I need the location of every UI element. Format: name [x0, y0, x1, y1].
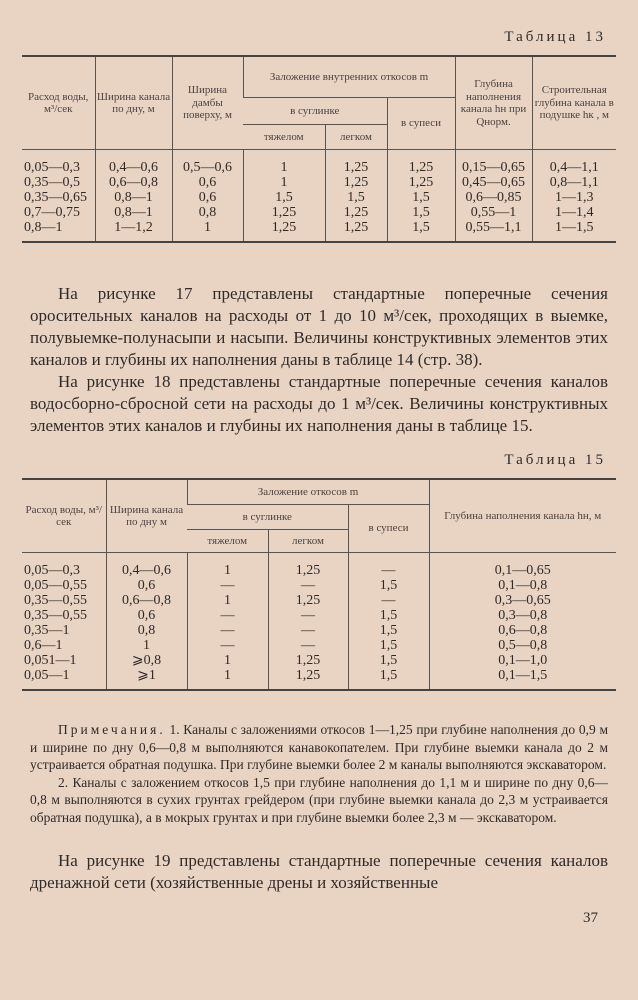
table-cell: 1,5 [387, 190, 455, 205]
table-row [22, 578, 616, 593]
table-cell: 1,5 [387, 220, 455, 242]
table-cell: 0,4—1,1 [532, 150, 616, 176]
header-light: легком [325, 125, 387, 150]
table-cell: 1,25 [325, 150, 387, 176]
table-cell: 1,25 [325, 205, 387, 220]
table-cell: — [348, 553, 429, 579]
header-build-depth: Строительная глубина канала в подушке hк , м [532, 56, 616, 150]
table-cell: 0,8—1,1 [532, 175, 616, 190]
table-cell: 0,35—0,55 [24, 608, 87, 623]
header-slopes: Заложение откосов m [187, 479, 429, 505]
table-cell: ⩾0,8 [106, 653, 187, 668]
table-cell: — [187, 578, 268, 593]
table-cell: 0,051—1 [24, 653, 77, 668]
table-cell: 1,25 [387, 175, 455, 190]
table-cell: 0,8—1 [95, 205, 172, 220]
table-cell: 0,4—0,6 [106, 553, 187, 579]
header-loam: в суглинке [243, 98, 387, 125]
table-cell: 1—1,4 [532, 205, 616, 220]
table-cell: 1 [187, 593, 268, 608]
table-cell: 0,5—0,8 [429, 638, 616, 653]
table-row [22, 190, 616, 205]
table-cell: 1,5 [243, 190, 325, 205]
table-cell: 0,6 [172, 190, 243, 205]
table-cell: 1,25 [243, 205, 325, 220]
table-cell: 1,25 [325, 220, 387, 242]
table-cell: 0,6 [106, 578, 187, 593]
header-sandy: в супеси [348, 505, 429, 553]
table-cell: 0,15—0,65 [455, 150, 532, 176]
table-cell: 0,3—0,8 [429, 608, 616, 623]
table-row [22, 220, 616, 242]
table-row [22, 175, 616, 190]
table-cell: — [187, 638, 268, 653]
table-cell: 0,1—0,65 [429, 553, 616, 579]
notes [30, 721, 608, 826]
table-cell: 1 [243, 175, 325, 190]
table-row [22, 205, 616, 220]
table-cell: 0,35—0,65 [24, 190, 87, 205]
table-cell: 1,5 [348, 638, 429, 653]
table-cell: 0,4—0,6 [95, 150, 172, 176]
table-row [22, 593, 616, 608]
table-cell: 0,35—0,5 [24, 175, 80, 190]
header-light: легком [268, 530, 348, 553]
table-cell: 0,6—0,8 [95, 175, 172, 190]
table-cell: — [268, 623, 348, 638]
table-cell: 0,6 [106, 608, 187, 623]
notes-title: Примечания. [58, 722, 166, 737]
table-cell: — [187, 623, 268, 638]
table-cell: 0,05—1 [22, 668, 106, 690]
table-cell: 0,8—1 [95, 190, 172, 205]
table-cell: 0,55—1 [455, 205, 532, 220]
header-bottom-width: Ширина канала по дну м [106, 479, 187, 553]
table-cell: 0,8 [172, 205, 243, 220]
table-cell: 1 [187, 653, 268, 668]
table-cell: 0,05—0,55 [24, 578, 87, 593]
table-cell: 1,5 [348, 653, 429, 668]
table-cell: 0,1—0,8 [429, 578, 616, 593]
table-cell: 1,25 [325, 175, 387, 190]
table-row [22, 608, 616, 623]
note-1: 1. Каналы с заложениями откосов 1—1,25 при глубине наполнения до 0,9 м и ширине по дну 0,6—0,8 м выполняются канавокопателем. При глубине выемки канала до 2 м устраивается обратная подушка. При глубине выемки более 2 м каналы выполняются экскаватором. [30, 722, 608, 772]
table-cell: 0,35—1 [24, 623, 70, 638]
table-cell: 0,45—0,65 [455, 175, 532, 190]
table-cell: 0,6—0,8 [106, 593, 187, 608]
paragraph-fig18: На рисунке 18 представлены стандартные поперечные сечения каналов водосборно-сбросной сети на расходы до 1 м³/сек. Величины конструктивных элементов этих каналов и глубины их наполнения даны в таблице 15. [30, 372, 608, 435]
table-cell: — [348, 593, 429, 608]
paragraph-fig17: На рисунке 17 представлены стандартные поперечные сечения оросительных каналов на расходы от 1 до 10 м³/сек, проходящих в выемке, полувыемке-полунасыпи и насыпи. Величины конструктивных элементов этих каналов и глубины их наполнения даны в таблице 14 (стр. 38). [30, 284, 608, 369]
table-cell: 0,1—1,5 [429, 668, 616, 690]
table-cell: — [268, 638, 348, 653]
table-cell: 1 [187, 553, 268, 579]
header-heavy: тяжелом [243, 125, 325, 150]
table-row [22, 623, 616, 638]
header-flow: Расход воды, м³/сек [22, 479, 106, 553]
table-cell: 0,1—1,0 [429, 653, 616, 668]
table-cell: 1,25 [387, 150, 455, 176]
table-row [22, 638, 616, 653]
table-cell: 0,6 [172, 175, 243, 190]
header-depth: Глубина наполнения канала hн при Qнорм. [455, 56, 532, 150]
header-loam: в суглинке [187, 505, 348, 530]
table-cell: 1,5 [325, 190, 387, 205]
table-cell: 1,25 [268, 653, 348, 668]
table-cell: 0,6—0,85 [455, 190, 532, 205]
table-cell: 1—1,5 [532, 220, 616, 242]
table-cell: ⩾1 [106, 668, 187, 690]
table-cell: 1—1,3 [532, 190, 616, 205]
table-cell: 1,25 [243, 220, 325, 242]
paragraph-fig19: На рисунке 19 представлены стандартные поперечные сечения каналов дренажной сети (хозяйственные дрены и хозяйственные [30, 851, 608, 892]
table-cell: 1,5 [348, 608, 429, 623]
table-row [22, 553, 616, 579]
page-number: 37 [583, 910, 598, 926]
table-cell: 1,5 [348, 623, 429, 638]
table-cell: 1,25 [268, 668, 348, 690]
table-cell: 0,6—1 [24, 638, 63, 653]
table-cell: — [268, 578, 348, 593]
table-cell: 0,6—0,8 [429, 623, 616, 638]
table-row [22, 668, 616, 690]
header-depth: Глубина наполнения канала hн, м [429, 479, 616, 553]
note-2: 2. Каналы с заложением откосов 1,5 при глубине наполнения до 1,1 м и ширине по дну 0,6—0,8 м выполняются в сухих грунтах грейдером (при глубине выемки канала до 2,3 м устраивается обратная подушка), а в мокрых грунтах и при глубине выемки более 2,3 м — экскаватором. [30, 774, 608, 825]
table-cell: 0,8—1 [22, 220, 95, 242]
table-cell: 0,55—1,1 [455, 220, 532, 242]
table-cell: 1,5 [387, 205, 455, 220]
header-slopes: Заложение внутренних откосов m [243, 56, 455, 98]
table-13 [22, 55, 616, 243]
table-cell: 1,25 [268, 593, 348, 608]
table-cell: 0,35—0,55 [24, 593, 87, 608]
table-cell: 0,8 [106, 623, 187, 638]
table-cell: 0,05—0,3 [24, 563, 80, 578]
table-cell: — [187, 608, 268, 623]
table-cell: 0,05—0,3 [24, 160, 80, 175]
table-cell: 1 [243, 150, 325, 176]
header-heavy: тяжелом [187, 530, 268, 553]
table-row [22, 653, 616, 668]
table-13-label: Таблица 13 [504, 29, 606, 45]
header-bottom-width: Ширина канала по дну, м [95, 56, 172, 150]
table-15-label: Таблица 15 [504, 452, 606, 468]
table-cell: 1,5 [348, 578, 429, 593]
table-cell: 1—1,2 [95, 220, 172, 242]
header-flow: Расход воды, м³/сек [22, 56, 95, 150]
table-cell: 0,3—0,65 [429, 593, 616, 608]
table-cell: 1 [106, 638, 187, 653]
table-cell: 1 [172, 220, 243, 242]
table-15 [22, 478, 616, 691]
table-cell: 1 [187, 668, 268, 690]
table-cell: 0,5—0,6 [172, 150, 243, 176]
table-cell: 1,5 [348, 668, 429, 690]
table-cell: — [268, 608, 348, 623]
header-sandy: в супеси [387, 98, 455, 150]
header-dam-width: Ширина дамбы поверху, м [172, 56, 243, 150]
table-cell: 1,25 [268, 553, 348, 579]
table-cell: 0,7—0,75 [24, 205, 80, 220]
table-row [22, 150, 616, 176]
